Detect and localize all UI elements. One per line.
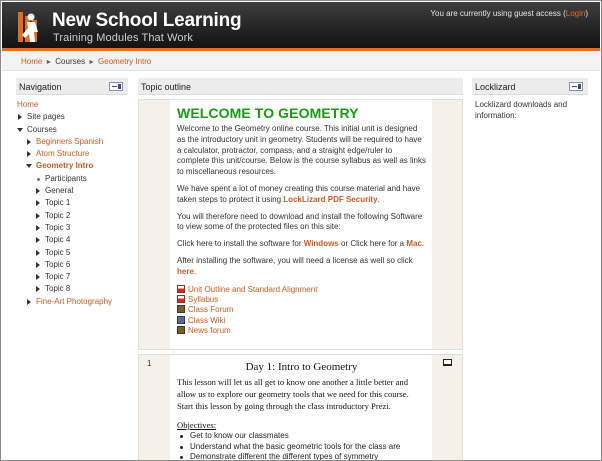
nav-item[interactable] — [16, 173, 128, 185]
guest-text: You are currently using guest access ( — [430, 9, 566, 18]
topic-outline-title: Topic outline — [141, 82, 192, 92]
nav-item[interactable] — [16, 234, 128, 246]
resource-link[interactable] — [177, 285, 426, 295]
resource-label[interactable]: News forum — [188, 326, 231, 336]
nav-item-label[interactable]: Participants — [45, 173, 87, 183]
nav-item-label[interactable]: Home — [17, 100, 39, 109]
expand-arrow-icon[interactable] — [36, 250, 40, 256]
guest-text-end: ) — [585, 9, 588, 18]
navigation-header — [16, 78, 128, 95]
mac-link[interactable]: Mac. — [406, 239, 425, 249]
objectives-label: Objectives: — [177, 420, 217, 430]
section-day-1 — [138, 354, 463, 461]
welcome-download-note: You will therefore need to download and install the following Software to view some of the protected files on this site: — [177, 211, 423, 232]
resource-label[interactable]: Syllabus — [188, 294, 219, 304]
highlight-toggle-icon[interactable] — [443, 359, 452, 366]
nav-item-label[interactable]: Beginners Spanish — [36, 136, 104, 146]
nav-item[interactable] — [16, 148, 128, 160]
site-header — [2, 2, 600, 48]
site-title[interactable]: New School Learning — [52, 10, 242, 31]
section-general — [138, 99, 463, 350]
windows-link[interactable]: Windows — [303, 239, 339, 249]
resource-link[interactable] — [177, 316, 426, 326]
forum-icon — [177, 326, 185, 334]
forum-icon — [177, 305, 185, 313]
locklizard-link[interactable]: LockLizard PDF Security — [283, 194, 378, 204]
expand-arrow-icon[interactable] — [36, 286, 40, 292]
objective-item: Understand what the basic geometric tools for the class are — [180, 442, 426, 453]
expand-arrow-icon[interactable] — [36, 262, 40, 268]
bullet-icon — [37, 178, 40, 181]
welcome-install — [177, 239, 426, 250]
nav-item-label[interactable]: Fine-Art Photography — [36, 296, 113, 306]
expand-arrow-icon[interactable] — [27, 139, 31, 145]
nav-item[interactable] — [16, 136, 128, 148]
nav-item-label[interactable]: Topic 2 — [45, 210, 71, 220]
locklizard-header — [472, 78, 588, 95]
resource-link[interactable] — [177, 326, 426, 336]
nav-item[interactable] — [16, 222, 128, 234]
breadcrumb-separator-icon: ► — [45, 59, 53, 66]
nav-item[interactable] — [16, 160, 128, 172]
license-text: After installing the software, you will need a license as well so click — [177, 255, 413, 265]
nav-item[interactable] — [16, 197, 128, 209]
wiki-icon — [177, 316, 185, 324]
resource-label[interactable]: Unit Outline and Standard Alignment — [188, 284, 318, 294]
day-1-heading: Day 1: Intro to Geometry — [245, 361, 358, 373]
nav-item[interactable] — [16, 283, 128, 295]
breadcrumb-courses[interactable]: Courses — [55, 57, 86, 66]
expand-arrow-icon[interactable] — [36, 237, 40, 243]
locklizard-block — [472, 78, 588, 121]
nav-item-label[interactable]: Topic 7 — [45, 272, 71, 282]
nav-item-label[interactable]: Topic 4 — [45, 235, 71, 245]
day-1-paragraph: This lesson will let us all get to know one another a little better and allow us to explore our geometry tools that we need for this course. Start this lesson by going through the class introductory Prezi. — [177, 377, 409, 411]
resource-label[interactable]: Class Forum — [188, 305, 234, 315]
welcome-summary — [170, 100, 432, 349]
navigation-title: Navigation — [19, 82, 62, 92]
expand-arrow-icon[interactable] — [36, 200, 40, 206]
pdf-icon — [177, 295, 185, 303]
nav-item[interactable] — [16, 111, 128, 123]
nav-item[interactable] — [16, 185, 128, 197]
nav-item[interactable] — [16, 99, 128, 111]
protection-text: We have spent a lot of money creating this course material and have taken steps to protect it using — [177, 183, 421, 204]
install-text: Click here to install the software for — [177, 239, 304, 249]
day-1-summary — [170, 355, 432, 461]
resource-link[interactable] — [177, 305, 426, 315]
welcome-license — [177, 256, 426, 278]
expand-arrow-icon[interactable] — [36, 213, 40, 219]
objective-item: Get to know our classmates — [180, 431, 426, 442]
resource-list — [177, 285, 426, 337]
pdf-icon — [177, 285, 185, 293]
expand-arrow-icon[interactable] — [36, 225, 40, 231]
nav-item[interactable] — [16, 210, 128, 222]
nav-item-label[interactable]: Geometry Intro — [36, 161, 94, 171]
breadcrumb-current[interactable]: Geometry Intro — [98, 57, 152, 66]
nav-item[interactable] — [16, 296, 128, 308]
nav-item-label[interactable]: Topic 6 — [45, 259, 71, 269]
collapse-arrow-icon[interactable] — [26, 164, 32, 168]
expand-arrow-icon[interactable] — [27, 299, 31, 305]
expand-arrow-icon[interactable] — [36, 188, 40, 194]
collapse-arrow-icon[interactable] — [17, 128, 23, 132]
breadcrumb — [2, 51, 600, 71]
nav-item[interactable] — [16, 247, 128, 259]
objective-item: Demonstrate different the different types of symmetry — [180, 452, 426, 461]
install-text-mid: or Click here for a — [338, 239, 407, 249]
nav-item[interactable] — [16, 124, 128, 136]
logo-icon — [16, 8, 46, 44]
welcome-protection — [177, 184, 426, 206]
topic-outline-header — [138, 78, 463, 95]
section-number: 1 — [147, 359, 152, 368]
breadcrumb-separator-icon: ► — [88, 59, 96, 66]
nav-item-label[interactable]: Atom Structure — [36, 149, 90, 159]
resource-link[interactable] — [177, 295, 426, 305]
protection-end: . — [377, 194, 380, 204]
site-subtitle: Training Modules That Work — [53, 32, 193, 44]
locklizard-body: Locklizard downloads and information: — [475, 100, 568, 120]
license-end: . — [193, 266, 197, 276]
navigation-tree — [16, 99, 128, 308]
nav-item-label[interactable]: Courses — [27, 124, 57, 134]
locklizard-title: Locklizard — [475, 82, 516, 92]
block-dock-icon[interactable] — [569, 82, 583, 91]
expand-arrow-icon[interactable] — [18, 114, 22, 120]
nav-item-label[interactable]: General — [45, 186, 74, 196]
objectives-list — [177, 431, 426, 461]
breadcrumb-home[interactable]: Home — [21, 57, 43, 66]
nav-item-label[interactable]: Topic 8 — [45, 284, 71, 294]
welcome-heading: WELCOME TO GEOMETRY — [177, 105, 359, 121]
nav-item-label[interactable]: Topic 5 — [45, 247, 71, 257]
expand-arrow-icon[interactable] — [27, 151, 31, 157]
nav-item-label[interactable]: Site pages — [27, 112, 65, 122]
login-link[interactable]: Login — [565, 9, 586, 18]
welcome-intro: Welcome to the Geometry online course. This initial unit is designed as the introductory unit in geometry. Students will be required to have a calculator, protractor, compass, and a straight edge/ruler to complete this unit/course. Below is the course syllabus as well as links to miscellaneous resources. — [177, 124, 426, 177]
expand-arrow-icon[interactable] — [36, 274, 40, 280]
nav-item[interactable] — [16, 271, 128, 283]
license-link[interactable]: here — [177, 266, 194, 276]
guest-access-notice — [430, 9, 588, 18]
topic-outline — [138, 78, 463, 461]
block-dock-icon[interactable] — [109, 82, 123, 91]
resource-label[interactable]: Class Wiki — [188, 315, 226, 325]
nav-item[interactable] — [16, 259, 128, 271]
navigation-block — [16, 78, 128, 308]
nav-item-label[interactable]: Topic 3 — [45, 222, 71, 232]
nav-item-label[interactable]: Topic 1 — [45, 198, 71, 208]
